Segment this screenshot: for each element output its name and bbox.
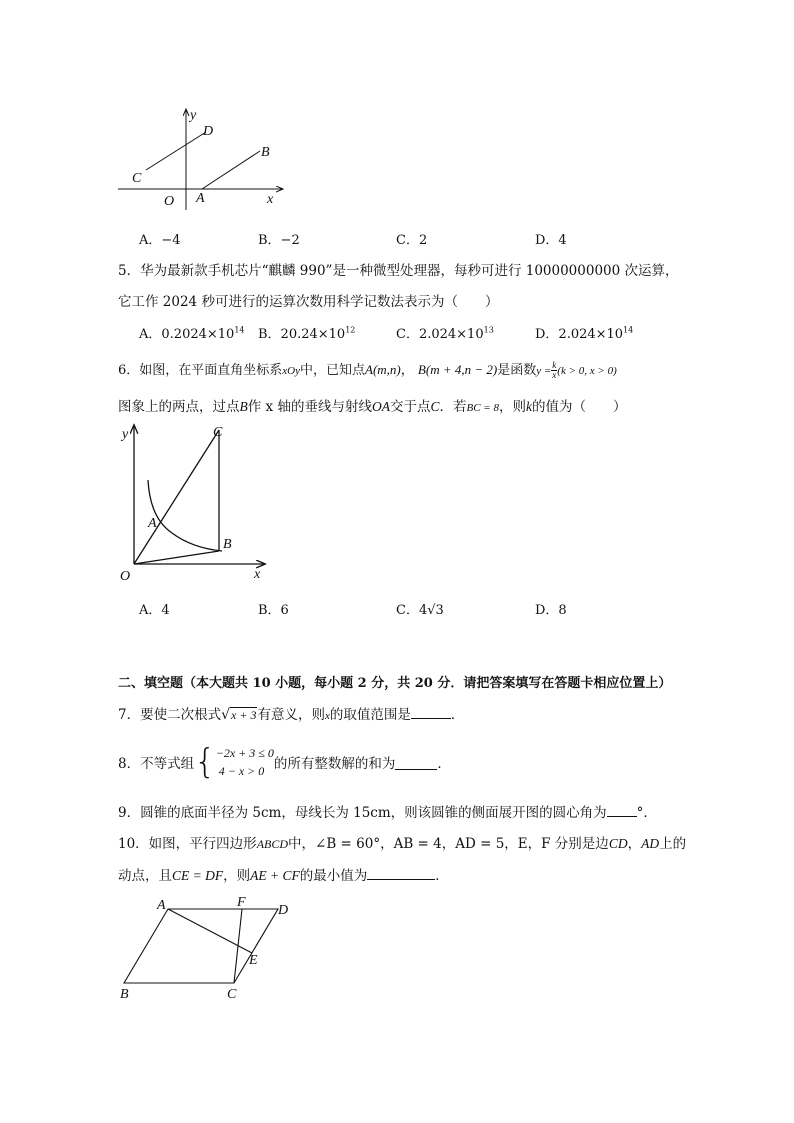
q8-system (216, 744, 274, 780)
q4-option-d: D．4 (535, 233, 567, 248)
q10-label-c: C (227, 987, 237, 1002)
q8-text-1: 8．不等式组 (118, 756, 195, 772)
q10-line2 (118, 864, 449, 884)
q8-end: ． (437, 756, 451, 772)
q6-line1 (118, 359, 617, 380)
q6-l2-e: 交于点 (389, 399, 431, 415)
q6-option-c: C．4√3 (396, 603, 444, 618)
q10-line1 (118, 832, 686, 852)
q7-text-3: 的取值范围是 (329, 707, 411, 723)
q10-end: ． (435, 868, 449, 884)
q6-l2-a: 图象上的两点，过点 (118, 399, 240, 415)
q6-figure (112, 418, 282, 586)
q10-l2-c: ，则 (223, 868, 251, 884)
q5-option-d-exp: 14 (623, 325, 634, 335)
q5-option-d (535, 323, 633, 342)
q5-option-b-exp: 12 (345, 325, 356, 335)
q10-l2-e: 的最小值为 (299, 868, 368, 884)
q6-label-y: y (122, 427, 129, 442)
q9-line (118, 801, 657, 821)
q6-l2-b: B (239, 399, 248, 414)
q5-option-b-base: B．20.24×10 (258, 327, 346, 342)
q10-l1-e: ， (627, 836, 642, 852)
q4-label-a: A (196, 191, 205, 206)
q6-segment-ob (134, 551, 219, 564)
q7-answer-blank[interactable] (411, 704, 451, 719)
q10-l2-d: AE + CF (250, 868, 300, 883)
q10-l1-c: 中，∠B = 60°，AB = 4，AD = 5，E，F 分别是边 (288, 836, 609, 852)
q6-l2-h: BC = 8 (466, 402, 499, 414)
q4-label-b: B (261, 145, 270, 160)
q10-answer-blank[interactable] (367, 865, 435, 880)
q10-figure (112, 892, 302, 1004)
q6-point-b: B(m + 4,n − 2) (417, 362, 498, 377)
q6-func-y: y = (536, 365, 552, 377)
q6-ray-oc (134, 430, 219, 564)
q6-label-b: B (223, 537, 232, 552)
q5-line1: 5．华为最新款手机芯片“麒麟 990”是一种微型处理器，每秒可进行 10000000000 次运算， (118, 263, 679, 279)
q4-label-y: y (190, 108, 197, 123)
q6-hyperbola (148, 480, 222, 551)
q6-option-d: D．8 (535, 603, 567, 618)
q7-line (118, 703, 464, 723)
q8-answer-blank[interactable] (395, 755, 437, 770)
q10-label-b: B (120, 987, 129, 1002)
q10-l1-g: 上的 (659, 836, 687, 852)
q7-end: ． (450, 707, 465, 723)
q6-text-2: 中，已知点 (300, 363, 366, 378)
q5-option-c (396, 323, 494, 342)
q9-answer-blank[interactable] (607, 802, 637, 817)
q5-option-a-base: A．0.2024×10 (139, 327, 235, 342)
q10-parallelogram (124, 909, 278, 983)
q6-l2-d: OA (371, 399, 390, 414)
q6-label-o: O (120, 569, 131, 584)
q6-l2-i: ，则 (498, 399, 526, 415)
q5-option-c-base: C．2.024×10 (396, 327, 484, 342)
q5-option-b (258, 323, 355, 342)
q6-func-num: k (552, 360, 557, 370)
q10-l2-a: 动点，且 (118, 868, 172, 884)
q4-label-o: O (164, 194, 175, 209)
q6-label-x: x (254, 567, 261, 582)
q4-figure (110, 104, 290, 214)
q7-radicand: x + 3 (231, 708, 257, 722)
q10-label-f: F (237, 895, 246, 910)
q6-func-den: x (552, 370, 557, 380)
q4-segment-cd (146, 132, 206, 170)
q10-label-d: D (278, 903, 289, 918)
q10-label-e: E (249, 953, 258, 968)
q7-text-1: 7．要使二次根式 (118, 707, 222, 723)
q5-option-d-base: D．2.024×10 (535, 327, 624, 342)
q6-coord: xOy (282, 365, 300, 377)
q4-option-b: B．−2 (258, 233, 300, 248)
q6-option-a: A．4 (139, 603, 170, 618)
q7-var: x (324, 710, 330, 722)
q6-text-1: 6．如图，在平面直角坐标系 (118, 363, 283, 378)
q10-l1-d: CD (608, 836, 628, 851)
sqrt-icon: √ (221, 707, 231, 723)
q10-l1-a: 10．如图，平行四边形 (118, 836, 257, 852)
q8-ineq-1: −2x + 3 ≤ 0 (215, 746, 274, 760)
q6-comma: ， (400, 363, 414, 378)
q6-point-a: A(m,n) (365, 362, 401, 377)
q4-option-c: C．2 (396, 233, 428, 248)
q6-option-b: B．6 (258, 603, 289, 618)
q5-option-a (139, 323, 245, 342)
q7-text-2: 有意义，则 (257, 707, 325, 723)
q10-l1-b: ABCD (256, 837, 289, 851)
left-brace-icon: { (194, 742, 216, 782)
q6-text-3: 是函数 (497, 363, 537, 378)
section-2-title: 二、填空题（本大题共 10 小题，每小题 2 分，共 20 分．请把答案填写在答题卡相应位置上） (118, 676, 672, 691)
q5-option-c-exp: 13 (483, 325, 494, 335)
q5-line2: 它工作 2024 秒可进行的运算次数用科学记数法表示为（ ） (118, 294, 499, 310)
q6-l2-f: C (430, 399, 440, 414)
q4-segment-ab (202, 151, 260, 189)
q8-ineq-2: 4 − x > 0 (218, 764, 265, 778)
q9-end: °． (636, 805, 657, 821)
q6-label-c: C (213, 425, 223, 440)
q6-label-a: A (148, 516, 157, 531)
q4-option-a: A．−4 (139, 233, 181, 248)
q4-label-c: C (132, 171, 142, 186)
q6-func-cond: (k > 0, x > 0) (557, 365, 617, 377)
q4-label-x: x (267, 192, 274, 207)
q10-l2-b: CE = DF (172, 868, 224, 883)
q8-line (118, 744, 451, 780)
q10-l1-f: AD (641, 836, 660, 851)
q6-l2-c: 作 x 轴的垂线与射线 (247, 399, 372, 415)
q4-label-d: D (203, 124, 214, 139)
q6-l2-j: k (525, 399, 532, 414)
q8-text-2: 的所有整数解的和为 (273, 756, 396, 772)
q10-label-a: A (157, 898, 166, 913)
q6-line2 (118, 395, 626, 415)
q5-option-a-exp: 14 (234, 325, 245, 335)
q6-l2-k: 的值为（ ） (531, 399, 627, 415)
q6-l2-g: ．若 (439, 399, 467, 415)
q9-text: 9．圆锥的底面半径为 5cm，母线长为 15cm，则该圆锥的侧面展开图的圆心角为 (118, 805, 607, 821)
